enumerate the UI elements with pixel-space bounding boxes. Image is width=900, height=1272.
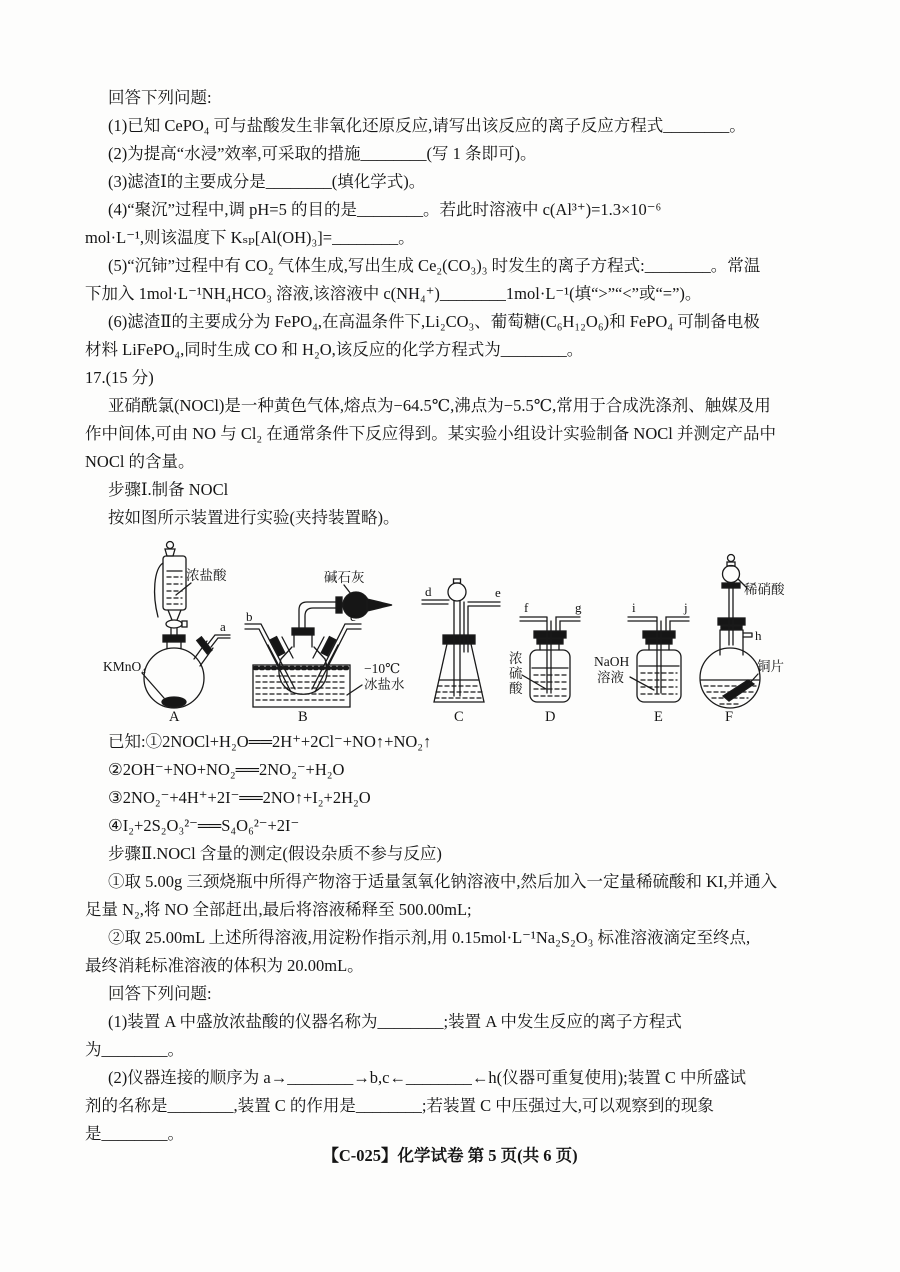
port-g: g xyxy=(575,600,582,615)
center-neck-stopper xyxy=(292,628,314,635)
cooling-bath xyxy=(253,665,350,707)
q17-intro-line1: 亚硝酰氯(NOCl)是一种黄色气体,熔点为−64.5℃,沸点为−5.5℃,常用于合成洗涤剂、触媒及用 xyxy=(108,396,771,415)
port-d: d xyxy=(425,584,432,599)
q17-heading: 17.(15 分) xyxy=(85,368,154,387)
apparatus-A xyxy=(103,542,230,726)
label-naoh-solution: 溶液 xyxy=(597,670,624,685)
flaskF-stopper-bottom xyxy=(721,626,742,630)
conical-flask-body xyxy=(434,644,484,702)
q17-part2-line2: 剂的名称是________,装置 C 的作用是________;若装置 C 中压强过大,可以观察到的现象 xyxy=(85,1096,714,1115)
step1-heading: 步骤Ⅰ.制备 NOCl xyxy=(108,480,229,499)
funnel-top-ring-icon xyxy=(167,542,174,549)
label-naoh: NaOH xyxy=(594,654,630,669)
funnel-taper xyxy=(168,610,181,620)
port-h: h xyxy=(755,628,762,643)
q16-part4-line1: (4)“聚沉”过程中,调 pH=5 的目的是________。若此时溶液中 c(Al³⁺)=1.3×10⁻⁶ xyxy=(108,200,662,219)
flaskB-center-neck xyxy=(294,635,312,647)
funnel-stem xyxy=(171,628,177,635)
label-kmno4: KMnO₄ xyxy=(103,659,146,674)
q17-part1-line2: 为________。 xyxy=(85,1040,184,1059)
step2-proc1-line1: ①取 5.00g 三颈烧瓶中所得产物溶于适量氢氧化钠溶液中,然后加入一定量稀硫酸和 KI,并通入 xyxy=(108,872,778,891)
bulb-top-knob-icon xyxy=(728,555,735,562)
soda-lime-pointer xyxy=(344,585,351,594)
known-equation-1: 已知:①2NOCl+H₂O══2H⁺+2Cl⁻+NO↑+NO₂↑ xyxy=(108,732,432,751)
apparatus-letter-A: A xyxy=(169,709,180,725)
q16-part2: (2)为提高“水浸”效率,可采取的措施________(写 1 条即可)。 xyxy=(108,144,537,163)
bottleD-stopper-bottom xyxy=(537,639,563,644)
dropping-funnel-body xyxy=(163,556,186,610)
apparatus-D xyxy=(509,600,582,725)
q16-part5-line1: (5)“沉铈”过程中有 CO₂ 气体生成,写出生成 Ce₂(CO₃)₃ 时发生的离子方程式:________。常温 xyxy=(108,256,761,275)
drying-bulb-stopper xyxy=(336,597,342,613)
apparatus-B xyxy=(245,570,405,725)
drying-bulb-tip xyxy=(367,599,392,611)
port-j: j xyxy=(684,600,688,615)
soda-lime-bulb-icon xyxy=(343,592,369,618)
bottleE-stopper-bottom xyxy=(646,639,672,644)
port-f: f xyxy=(524,600,529,615)
q16-part1: (1)已知 CePO₄ 可与盐酸发生非氧化还原反应,请写出该反应的离子反应方程式________。 xyxy=(108,116,746,135)
known-equation-3: ③2NO₂⁻+4H⁺+2I⁻══2NO↑+I₂+2H₂O xyxy=(108,788,371,807)
anti-suckback-bulb-icon xyxy=(448,583,466,601)
port-i: i xyxy=(632,600,636,615)
apparatus-diagram xyxy=(88,538,800,728)
step2-proc1-line2: 足量 N₂,将 NO 全部赶出,最后将溶液稀释至 500.00mL; xyxy=(85,900,472,919)
port-c: c xyxy=(350,609,356,624)
question-text-upper xyxy=(85,84,825,532)
flaskC-stopper xyxy=(443,635,475,644)
apparatus-letter-C: C xyxy=(454,709,464,725)
kmno4-solid-icon xyxy=(162,697,186,707)
bottleE-stopper-top xyxy=(643,631,675,638)
apparatus-letter-B: B xyxy=(298,709,308,725)
outlet-j-tube xyxy=(666,617,689,631)
label-temp: −10℃ xyxy=(364,661,401,676)
dropping-bulb-icon xyxy=(723,566,740,583)
label-conc-h2so4-2: 硫 xyxy=(509,666,523,681)
funnel-liquid-dashes xyxy=(167,577,182,604)
apparatus-letter-D: D xyxy=(545,709,556,725)
q17-part2-line1: (2)仪器连接的顺序为 a→________→b,c←________←h(仪器可重复使用);装置 C 中所盛试 xyxy=(108,1068,746,1087)
step2-heading: 步骤Ⅱ.NOCl 含量的测定(假设杂质不参与反应) xyxy=(108,844,442,863)
port-e: e xyxy=(495,585,501,600)
stopcock-knob-icon xyxy=(182,621,187,627)
q16-part4-line2: mol·L⁻¹,则该温度下 Kₛₚ[Al(OH)₃]=________。 xyxy=(85,228,415,247)
funnel-stopper-icon xyxy=(165,549,175,556)
page-footer: 【C-025】化学试卷 第 5 页(共 6 页) xyxy=(322,1146,578,1165)
bottleD-neck xyxy=(540,644,559,650)
bottleE-neck xyxy=(649,644,669,650)
step1-instruction: 按如图所示装置进行实验(夹持装置略)。 xyxy=(108,508,400,527)
label-soda-lime: 碱石灰 xyxy=(324,570,365,585)
known-equation-4: ④I₂+2S₂O₃²⁻══S₄O₆²⁻+2I⁻ xyxy=(108,816,300,835)
inlet-d-tube xyxy=(422,600,449,604)
q16-part6-line1: (6)滤渣Ⅱ的主要成分为 FePO₄,在高温条件下,Li₂CO₃、葡萄糖(C₆H₁₂O₆)和 FePO₄ 可制备电极 xyxy=(108,312,760,331)
label-conc-hcl: 浓盐酸 xyxy=(186,568,227,583)
outlet-h-tube xyxy=(743,633,752,637)
apparatus-letter-E: E xyxy=(654,709,663,725)
q16-answer-prompt: 回答下列问题: xyxy=(108,88,212,107)
port-b: b xyxy=(246,609,253,624)
hcl-pointer xyxy=(176,583,191,595)
label-conc-h2so4-3: 酸 xyxy=(509,681,523,696)
known-equation-2: ②2OH⁻+NO+NO₂══2NO₂⁻+H₂O xyxy=(108,760,345,779)
q16-part3: (3)滤渣Ⅰ的主要成分是________(填化学式)。 xyxy=(108,172,426,191)
apparatus-C xyxy=(422,579,501,725)
tube-to-drying-bulb xyxy=(299,602,336,628)
bath-water-dashes xyxy=(256,676,347,700)
q17-answer-prompt: 回答下列问题: xyxy=(108,984,212,1003)
step2-proc2-line2: 最终消耗标准溶液的体积为 20.00mL。 xyxy=(85,956,364,975)
funnel-stem-F xyxy=(729,588,733,645)
label-dilute-hno3: 稀硝酸 xyxy=(744,582,785,597)
wash-bottle-D xyxy=(530,650,570,702)
outlet-g-tube xyxy=(556,617,580,631)
apparatus-letter-F: F xyxy=(725,709,734,725)
label-copper: 铜片 xyxy=(757,659,784,674)
apparatus-E xyxy=(594,600,689,725)
bulb-neck-icon xyxy=(727,562,735,566)
ice-brine-pointer xyxy=(347,685,362,695)
label-ice-salt-water: 冰盐水 xyxy=(364,677,405,692)
apparatus-F xyxy=(700,555,785,726)
q17-intro-line3: NOCl 的含量。 xyxy=(85,452,195,471)
stopcock-icon xyxy=(166,620,182,628)
outlet-a-tube xyxy=(208,635,230,647)
q17-intro-line2: 作中间体,可由 NO 与 Cl₂ 在通常条件下反应得到。某实验小组设计实验制备 NOCl 并测定产品中 xyxy=(85,424,776,443)
bottleD-stopper-top xyxy=(534,631,566,638)
bulb-cap-icon xyxy=(454,579,461,583)
q17-part2-line3: 是________。 xyxy=(85,1124,184,1143)
port-a: a xyxy=(220,619,226,634)
funnel-sidearm xyxy=(155,563,163,617)
q17-part1-line1: (1)装置 A 中盛放浓盐酸的仪器名称为________;装置 A 中发生反应的离子方程式 xyxy=(108,1012,682,1031)
question-text-lower xyxy=(85,728,825,1148)
flaskF-stopper-top xyxy=(718,618,745,625)
step2-proc2-line1: ②取 25.00mL 上述所得溶液,用淀粉作指示剂,用 0.15mol·L⁻¹Na₂S₂O₃ 标准溶液滴定至终点, xyxy=(108,928,751,947)
stopcock-F xyxy=(722,583,740,588)
label-conc-h2so4-1: 浓 xyxy=(509,651,523,666)
q16-part5-line2: 下加入 1mol·L⁻¹NH₄HCO₃ 溶液,该溶液中 c(NH₄⁺)________1mol·L⁻¹(填“>”“<”或“=”)。 xyxy=(85,284,702,303)
q16-part6-line2: 材料 LiFePO₄,同时生成 CO 和 H₂O,该反应的化学方程式为________。 xyxy=(85,340,584,359)
flaskA-stopper xyxy=(163,635,185,642)
